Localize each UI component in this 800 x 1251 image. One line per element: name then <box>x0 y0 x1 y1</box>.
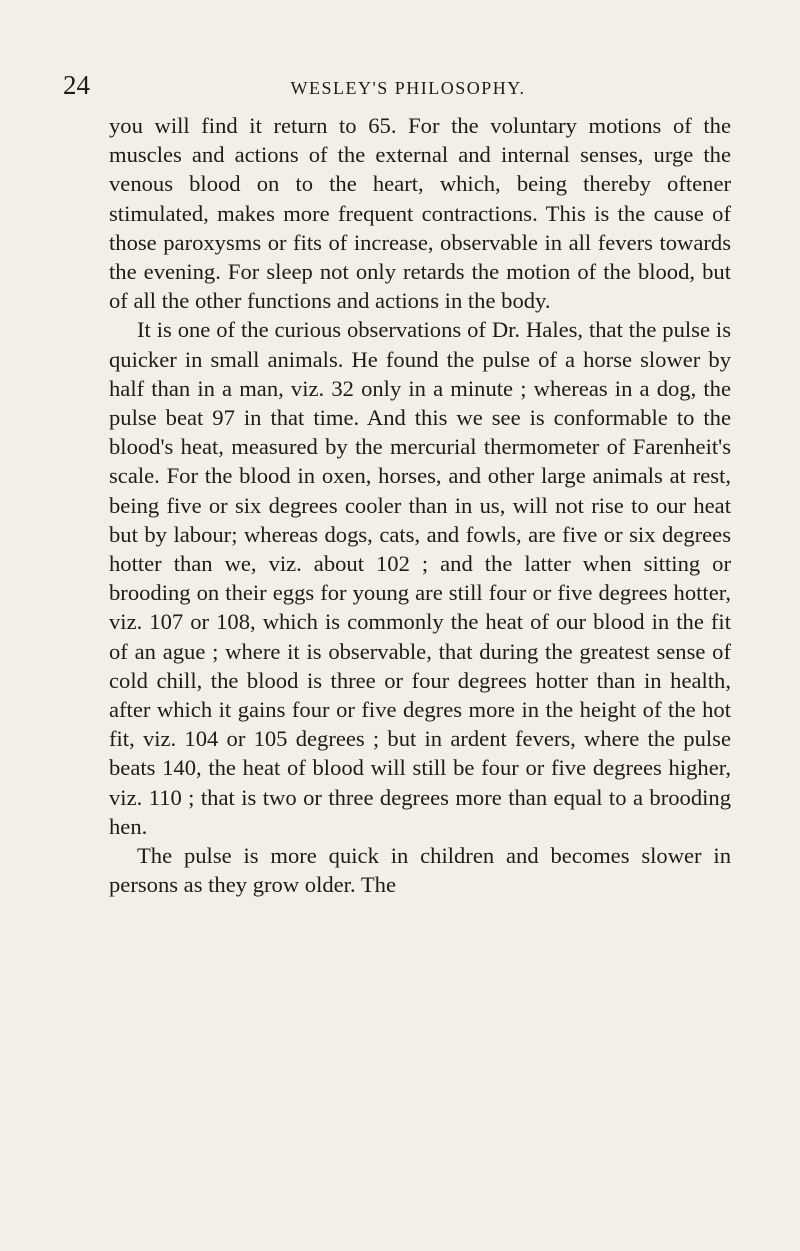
running-head: WESLEY'S PHILOSOPHY. <box>290 78 526 98</box>
paragraph-hales-observations: It is one of the curious observations of Dr. Hales, that the pulse is quicker in small animals. He found the pulse of a horse slower by half than in a man, viz. 32 only in a minute ; whereas in a dog, the pulse beat 97 in that time. And this we see is conformable to the blood's heat, measured by the mercurial thermometer of Farenheit's scale. For the blood in oxen, horses, and other large animals at rest, being five or six degrees cooler than in us, will not rise to our heat but by labour; whereas dogs, cats, and fowls, are five or six degrees hotter than we, viz. about 102 ; and the latter when sitting or brooding on their eggs for young are still four or five degrees hotter, viz. 107 or 108, which is commonly the heat of our blood in the fit of an ague ; where it is observable, that during the greatest sense of cold chill, the blood is three or four degrees hotter than in health, after which it gains four or five degres more in the height of the hot fit, viz. 104 or 105 degrees ; but in ardent fevers, where the pulse beats 140, the heat of blood will still be four or five degrees higher, viz. 110 ; that is two or three degrees more than equal to a brooding hen. <box>109 317 731 839</box>
paragraph-continuation: you will find it return to 65. For the voluntary motions of the muscles and actions of the external and internal senses, urge the venous blood on to the heart, which, being thereby oftener stimulated, makes more frequent contractions. This is the cause of those paroxysms or fits of increase, observable in all fevers towards the evening. For sleep not only retards the motion of the blood, but of all the other functions and actions in the body. <box>109 113 731 314</box>
body-text <box>109 111 731 899</box>
page-number: 24 <box>63 70 90 100</box>
paragraph-children-pulse: The pulse is more quick in children and becomes slower in persons as they grow older. The <box>109 843 731 898</box>
page-header <box>63 70 753 110</box>
